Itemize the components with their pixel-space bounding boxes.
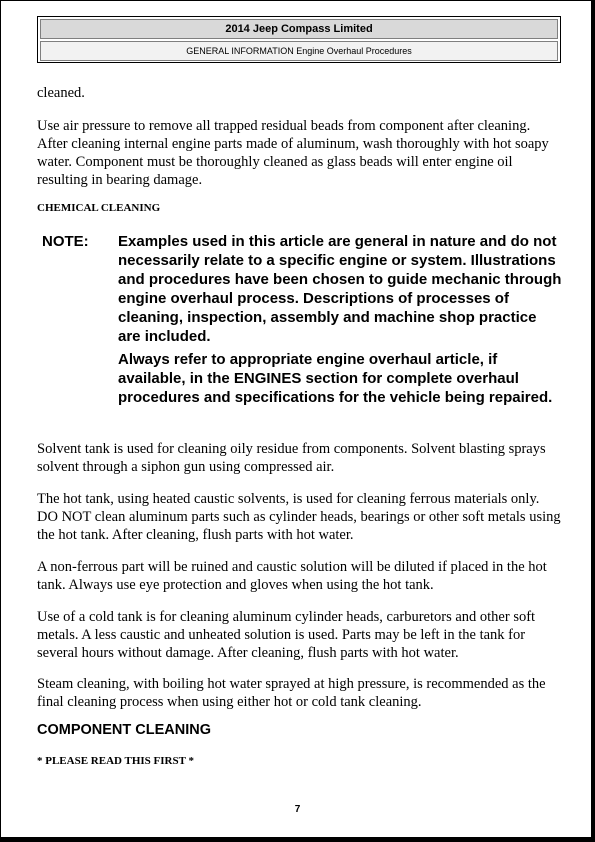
paragraph-cold-tank: Use of a cold tank is for cleaning aluminum cylinder heads, carburetors and other soft metals. A less caustic and unheated solution is used. Parts may be left in the tank for several hours without damage. After cleaning, flush parts with hot water. <box>37 609 536 661</box>
paragraph-solvent-tank: Solvent tank is used for cleaning oily residue from components. Solvent blasting sprays solvent through a siphon gun using compressed air. <box>37 441 546 475</box>
read-first-notice: * PLEASE READ THIS FIRST * <box>37 755 195 767</box>
header-subtitle: GENERAL INFORMATION Engine Overhaul Procedures <box>40 41 558 61</box>
paragraph-non-ferrous: A non-ferrous part will be ruined and caustic solution will be diluted if placed in the hot tank. Always use eye protection and gloves when using the hot tank. <box>37 559 547 593</box>
paragraph-hot-tank: The hot tank, using heated caustic solvents, is used for cleaning ferrous materials only. DO NOT clean aluminum parts such as cylinder heads, bearings or other soft metals using the hot tank. After cleaning, flush parts with hot water. <box>37 491 561 543</box>
paragraph-air-pressure: Use air pressure to remove all trapped residual beads from component after cleaning. After cleaning internal engine parts made of aluminum, wash thoroughly with hot soapy water. Component must be thoroughly cleaned as glass beads will enter engine oil resulting in bearing damage. <box>37 118 549 188</box>
paragraph-steam-cleaning: Steam cleaning, with boiling hot water sprayed at high pressure, is recommended as the final cleaning process when using either hot or cold tank cleaning. <box>37 676 546 710</box>
header-title: 2014 Jeep Compass Limited <box>40 19 558 39</box>
section-heading-chemical-cleaning: CHEMICAL CLEANING <box>37 202 161 214</box>
section-heading-component-cleaning: COMPONENT CLEANING <box>37 722 211 738</box>
note-paragraph-always-refer: Always refer to appropriate engine overhaul article, if available, in the ENGINES section for complete overhaul procedures and specifications for the vehicle being repaired. <box>118 351 553 406</box>
note-label: NOTE: <box>42 233 89 250</box>
note-paragraph-examples: Examples used in this article are general in nature and do not necessarily relate to a specific engine or system. Illustrations and procedures have been chosen to guide mechanic through engine overhaul process. Descriptions of processes of cleaning, inspection, assembly and machine shop practice are included. <box>118 233 562 345</box>
document-header <box>37 16 561 63</box>
page-number: 7 <box>294 804 301 815</box>
paragraph-cleaned: cleaned. <box>37 85 85 101</box>
